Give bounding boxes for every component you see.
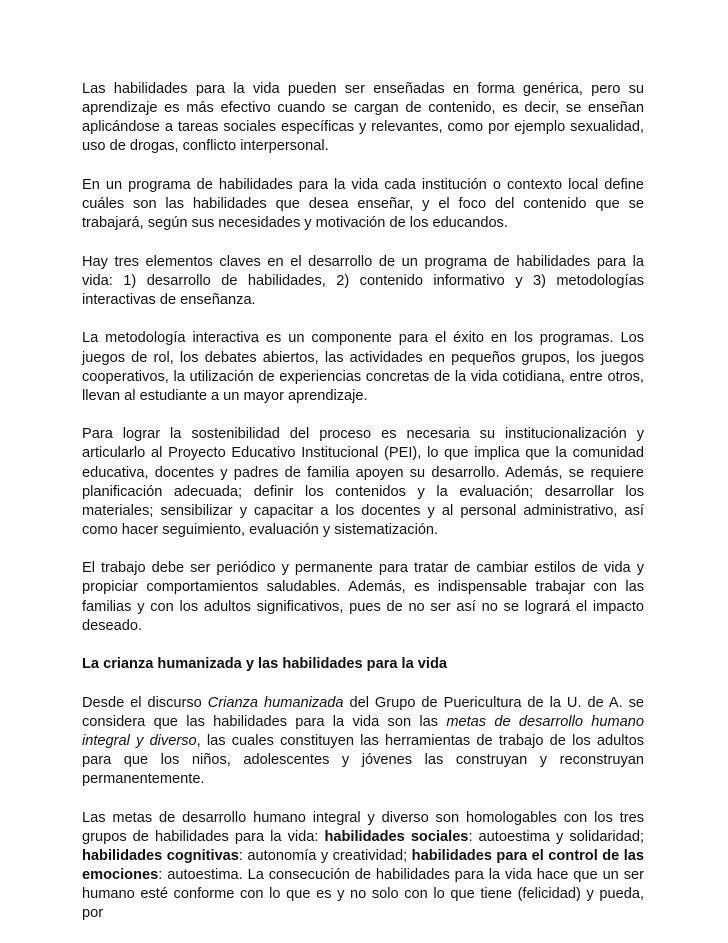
paragraph-6: El trabajo debe ser periódico y permanente para tratar de cambiar estilos de vida y propiciar comportamientos saludables. Además, es indispensable trabajar con las familias y con los adultos significativos, pues de no ser así no se logrará el impacto deseado.	[82, 560, 644, 634]
paragraph-5: Para lograr la sostenibilidad del proceso es necesaria su institucionalización y articularlo al Proyecto Educativo Institucional (PEI), lo que implica que la comunidad educativa, docentes y padres de familia apoyen su desarrollo. Además, se requiere planificación adecuada; definir los contenidos y la evaluación; desarrollar los materiales; sensibilizar y capacitar a los docentes y al personal administrativo, así como hacer seguimiento, evaluación y sistematización.	[82, 426, 644, 538]
paragraph-8-text-2: : autoestima y solidaridad;	[468, 828, 644, 845]
paragraph-1: Las habilidades para la vida pueden ser enseñadas en forma genérica, pero su aprendizaje es más efectivo cuando se cargan de contenido, es decir, se enseñan aplicándose a tareas sociales específicas y relevantes, como por ejemplo sexualidad, uso de drogas, conflicto interpersonal.	[82, 81, 644, 155]
section-heading: La crianza humanizada y las habilidades para la vida	[82, 656, 447, 673]
paragraph-7-text-2: del Grupo de Puericultura de la U. de A. se considera que las habilidades para la vida son las	[82, 694, 644, 730]
paragraph-8	[82, 809, 644, 924]
paragraph-8-bold-2: habilidades cognitivas	[82, 848, 239, 864]
document-page	[82, 80, 644, 943]
paragraph-4: La metodología interactiva es un componente para el éxito en los programas. Los juegos de rol, los debates abiertos, las actividades en pequeños grupos, los juegos cooperativos, la utilización de experiencias concretas de la vida cotidiana, entre otros, llevan al estudiante a un mayor aprendizaje.	[82, 330, 644, 404]
paragraph-8-text-3: : autonomía y creatividad;	[238, 848, 412, 864]
paragraph-2: En un programa de habilidades para la vida cada institución o contexto local define cuáles son las habilidades que desea enseñar, y el foco del contenido que se trabajará, según sus necesidades y motivación de los educandos.	[82, 176, 644, 232]
paragraph-7	[82, 694, 644, 789]
paragraph-7-italic-1: Crianza humanizada	[207, 694, 344, 711]
paragraph-3: Hay tres elementos claves en el desarrollo de un programa de habilidades para la vida: 1) desarrollo de habilidades, 2) contenido informativo y 3) metodologías interactivas de enseñanza.	[82, 253, 644, 308]
paragraph-8-text-4: : autoestima. La consecución de habilidades para la vida hace que un ser humano esté conforme con lo que es y no solo con lo que tiene (felicidad) y pueda, por	[82, 867, 644, 922]
paragraph-8-text-1: Las metas de desarrollo humano integral y diverso son homologables con los tres grupos de habilidades para la vida:	[82, 809, 644, 845]
paragraph-7-italic-2: metas de desarrollo humano integral y diverso	[82, 713, 644, 750]
paragraph-8-bold-1: habilidades sociales	[324, 828, 469, 845]
paragraph-7-text-3: , las cuales constituyen las herramientas de trabajo de los adultos para que los niños, adolescentes y jóvenes las construyan y reconstruyan permanentemente.	[82, 733, 644, 788]
paragraph-7-text-1: Desde el discurso	[82, 694, 208, 711]
paragraph-8-bold-3: habilidades para el control de las emociones	[82, 848, 644, 884]
